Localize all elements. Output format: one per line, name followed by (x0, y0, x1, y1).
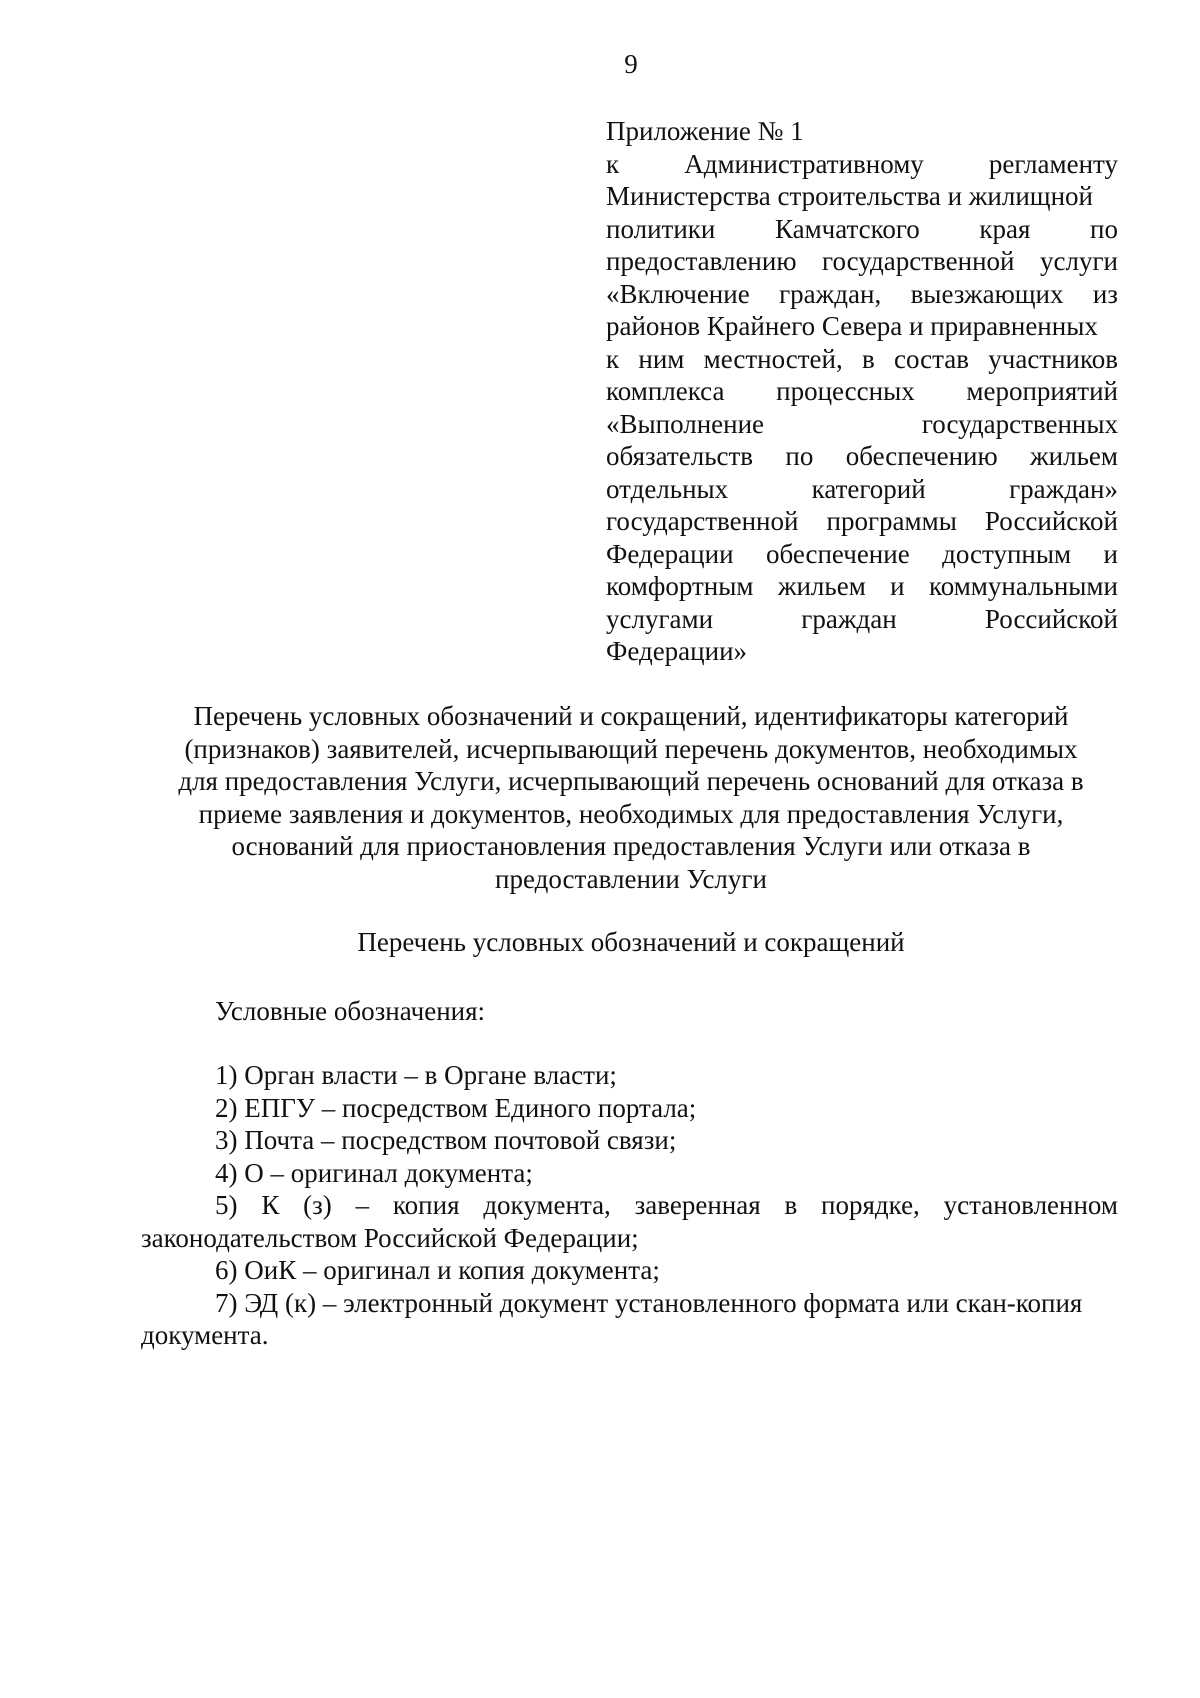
legend-item (141, 1189, 1118, 1254)
word: по (785, 441, 814, 471)
legend-item (141, 1124, 1118, 1157)
legend-item-text: 3) Почта – посредством почтовой связи; (215, 1125, 677, 1155)
word: 5) (215, 1190, 238, 1220)
word: края (979, 213, 1031, 244)
word: порядке, (821, 1190, 920, 1220)
word: Российской (984, 506, 1118, 536)
legend-item-text: 7) ЭД (к) – электронный документ установленного формата или скан-копия (215, 1287, 1083, 1318)
word: комфортным (606, 571, 754, 601)
word: государственной (606, 506, 799, 536)
word: состав (893, 343, 969, 374)
word: жильем (777, 571, 866, 601)
legend-item-text: 4) О – оригинал документа; (215, 1157, 533, 1188)
legend-list (141, 1059, 1118, 1352)
word: коммунальными (928, 571, 1118, 601)
word: в (784, 1190, 798, 1220)
word: выезжающих (910, 278, 1064, 309)
word: (з) (303, 1190, 332, 1220)
word: установленном (943, 1190, 1118, 1220)
word: и (1103, 538, 1118, 569)
word: доступным (942, 538, 1072, 569)
title-line: предоставлении Услуги (495, 863, 767, 894)
word: регламенту (988, 148, 1118, 179)
appendix-line (606, 473, 1118, 506)
appendix-header (606, 115, 1118, 668)
legend-item-continuation: законодательством Российской Федерации; (141, 1222, 639, 1253)
word: «Выполнение (606, 408, 765, 439)
appendix-line (606, 213, 1118, 246)
appendix-line (606, 278, 1118, 311)
word: политики (606, 213, 716, 244)
word: к (606, 343, 620, 374)
word: копия (392, 1190, 460, 1220)
word: жильем (1030, 441, 1118, 471)
page-number: 9 (624, 49, 638, 79)
legend-heading: Условные обозначения: (215, 996, 486, 1026)
word: услугами (606, 603, 714, 634)
appendix-line: Федерации» (606, 636, 748, 666)
word: ним (638, 343, 685, 374)
appendix-line (606, 440, 1118, 473)
appendix-line (606, 538, 1118, 571)
title-line: Перечень условных обозначений и сокращений, идентификаторы категорий (193, 701, 1069, 731)
word: граждан» (1009, 473, 1118, 504)
word: Камчатского (774, 213, 920, 244)
word: местностей, (703, 343, 843, 374)
word: Российской (984, 603, 1118, 634)
word: К (261, 1190, 280, 1220)
word: Административному (684, 148, 924, 179)
word: категорий (811, 473, 926, 504)
title-line: (признаков) заявителей, исчерпывающий перечень документов, необходимых (184, 733, 1078, 764)
word: программы (826, 506, 957, 536)
appendix-line (606, 603, 1118, 636)
legend-item-text: 6) ОиК – оригинал и копия документа; (215, 1255, 660, 1285)
legend-item (141, 1092, 1118, 1125)
appendix-line (606, 505, 1118, 538)
title-line: приеме заявления и документов, необходимых для предоставления Услуги, (198, 798, 1064, 829)
legend-item-text (141, 1189, 1118, 1222)
appendix-line: районов Крайнего Севера и приравненных (606, 311, 1098, 341)
title-line: оснований для приостановления предоставления Услуги или отказа в (231, 831, 1031, 861)
word: граждан (801, 603, 897, 634)
word: предоставлению (606, 246, 797, 276)
legend-item (141, 1059, 1118, 1092)
word: граждан, (779, 278, 882, 309)
word: мероприятий (966, 376, 1118, 406)
word: процессных (776, 376, 915, 406)
word: и (890, 571, 905, 601)
legend-item (141, 1287, 1118, 1352)
word: обеспечению (845, 441, 998, 471)
word: к (606, 148, 620, 179)
legend-item-continuation: документа. (141, 1320, 269, 1350)
appendix-line (606, 245, 1118, 278)
appendix-line (606, 375, 1118, 408)
word: документа, (483, 1190, 611, 1220)
word: в (861, 343, 875, 374)
title-line: для предоставления Услуги, исчерпывающий перечень оснований для отказа в (178, 766, 1084, 796)
word: государственной (822, 246, 1015, 276)
word: Федерации (606, 538, 734, 569)
word: обеспечение (765, 538, 910, 569)
appendix-line: Министерства строительства и жилищной (606, 181, 1093, 211)
appendix-line (606, 570, 1118, 603)
word: услуги (1040, 246, 1118, 276)
document-title (120, 700, 1142, 895)
legend-item-text: 2) ЕПГУ – посредством Единого портала; (215, 1092, 697, 1123)
word: по (1090, 213, 1118, 244)
word: – (355, 1190, 370, 1220)
section-subtitle: Перечень условных обозначений и сокращений (357, 927, 905, 957)
legend-item (141, 1254, 1118, 1287)
appendix-line (606, 343, 1118, 376)
word: из (1092, 278, 1118, 309)
word: комплекса (606, 376, 725, 406)
word: заверенная (634, 1190, 761, 1220)
appendix-line (606, 148, 1118, 181)
word: государственных (921, 408, 1118, 439)
legend-item-text: 1) Орган власти – в Органе власти; (215, 1060, 617, 1090)
word: участников (988, 343, 1118, 374)
appendix-line (606, 408, 1118, 441)
word: обязательств (606, 441, 754, 471)
appendix-line: Приложение № 1 (606, 116, 804, 146)
word: «Включение (606, 278, 750, 309)
word: отдельных (606, 473, 729, 504)
legend-item (141, 1157, 1118, 1190)
